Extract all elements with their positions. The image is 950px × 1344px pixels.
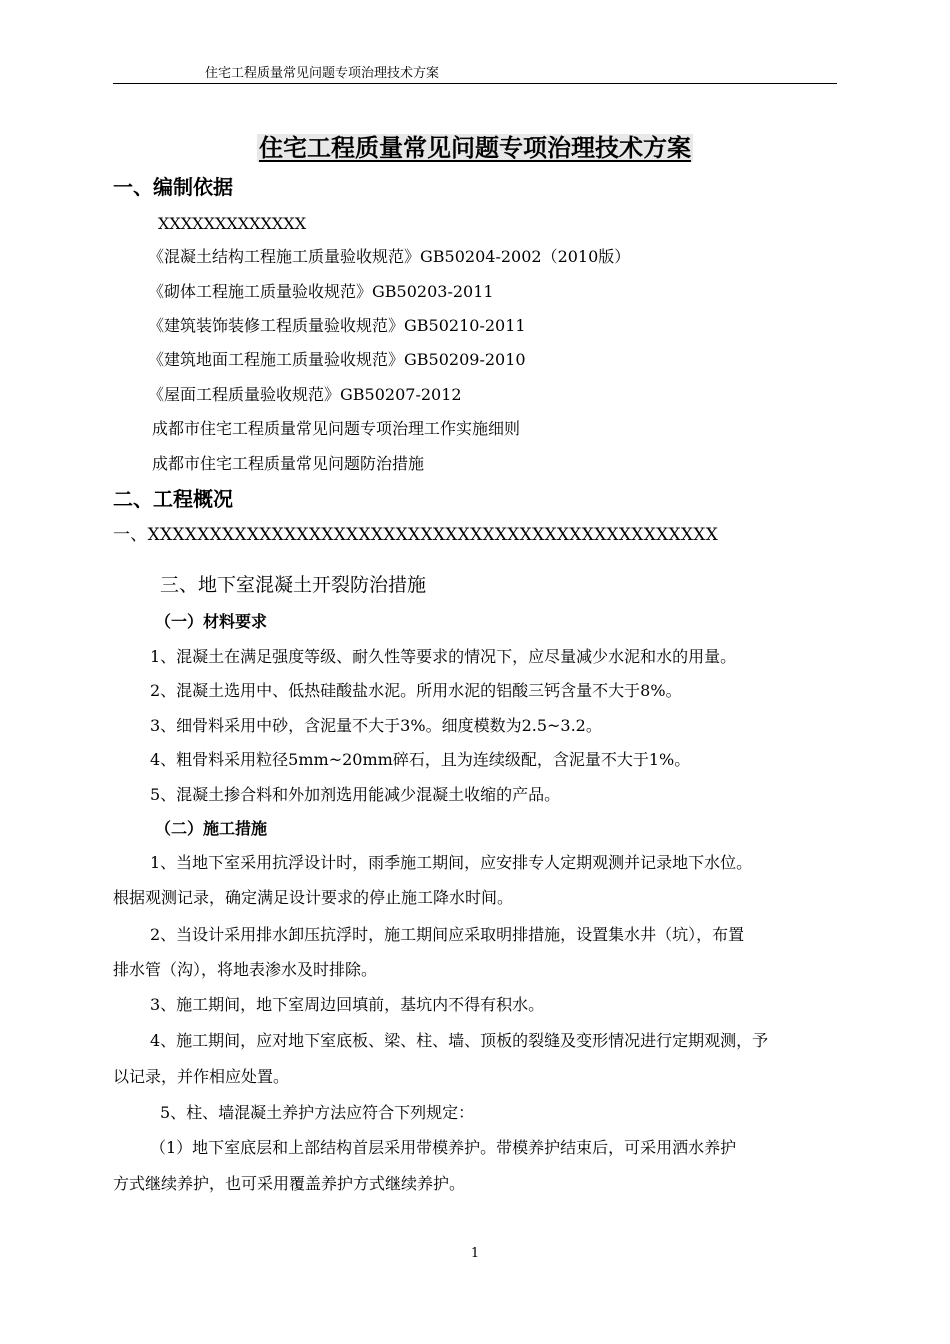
section2-heading: 二、工程概况 xyxy=(113,487,233,511)
reference-item: 成都市住宅工程质量常见问题防治措施 xyxy=(152,454,425,473)
subsection-material-heading: （一）材料要求 xyxy=(155,612,268,631)
reference-item: 《建筑地面工程施工质量验收规范》GB50209-2010 xyxy=(148,350,526,369)
reference-item: XXXXXXXXXXXXX xyxy=(158,214,307,233)
reference-item: 《屋面工程质量验收规范》GB50207-2012 xyxy=(148,385,462,404)
reference-item: 《砌体工程施工质量验收规范》GB50203-2011 xyxy=(148,282,494,301)
reference-item: 《建筑装饰装修工程质量验收规范》GB50210-2011 xyxy=(148,316,526,335)
material-item: 2、混凝土选用中、低热硅酸盐水泥。所用水泥的铝酸三钙含量不大于8%。 xyxy=(150,681,682,700)
header-divider xyxy=(113,83,837,84)
reference-item: 成都市住宅工程质量常见问题专项治理工作实施细则 xyxy=(152,419,521,438)
construction-line: （1）地下室底层和上部结构首层采用带模养护。带模养护结束后，可采用洒水养护 xyxy=(150,1138,737,1157)
material-item: 5、混凝土掺合料和外加剂选用能减少混凝土收缩的产品。 xyxy=(150,785,561,804)
construction-line: 4、施工期间，应对地下室底板、梁、柱、墙、顶板的裂缝及变形情况进行定期观测，予 xyxy=(150,1031,769,1050)
construction-line: 根据观测记录，确定满足设计要求的停止施工降水时间。 xyxy=(113,888,514,907)
project-overview-text: 一、XXXXXXXXXXXXXXXXXXXXXXXXXXXXXXXXXXXXXXXXXXXXXX xyxy=(113,525,719,545)
construction-line: 方式继续养护，也可采用覆盖养护方式继续养护。 xyxy=(113,1174,466,1193)
construction-line: 1、当地下室采用抗浮设计时，雨季施工期间，应安排专人定期观测并记录地下水位。 xyxy=(150,853,753,872)
section1-heading: 一、编制依据 xyxy=(113,175,233,199)
construction-line: 2、当设计采用排水卸压抗浮时，施工期间应采取明排措施，设置集水井（坑），布置 xyxy=(150,925,745,944)
material-item: 4、粗骨料采用粒径5mm~20mm碎石，且为连续级配，含泥量不大于1%。 xyxy=(150,750,691,769)
construction-line: 排水管（沟），将地表渗水及时排除。 xyxy=(113,960,378,979)
construction-line: 3、施工期间，地下室周边回填前，基坑内不得有积水。 xyxy=(150,995,545,1014)
page-number: 1 xyxy=(470,1246,480,1261)
material-item: 3、细骨料采用中砂，含泥量不大于3%。细度模数为2.5~3.2。 xyxy=(150,716,602,735)
construction-line: 5、柱、墙混凝土养护方法应符合下列规定： xyxy=(160,1103,475,1122)
section3-heading: 三、地下室混凝土开裂防治措施 xyxy=(160,574,427,596)
subsection-construction-heading: （二）施工措施 xyxy=(155,819,268,838)
material-item: 1、混凝土在满足强度等级、耐久性等要求的情况下，应尽量减少水泥和水的用量。 xyxy=(150,647,737,666)
running-header-title: 住宅工程质量常见问题专项治理技术方案 xyxy=(205,66,440,81)
construction-line: 以记录，并作相应处置。 xyxy=(113,1067,290,1086)
reference-item: 《混凝土结构工程施工质量验收规范》GB50204-2002（2010版） xyxy=(148,247,631,266)
document-title-text: 住宅工程质量常见问题专项治理技术方案 xyxy=(259,134,691,162)
document-title xyxy=(0,130,950,166)
